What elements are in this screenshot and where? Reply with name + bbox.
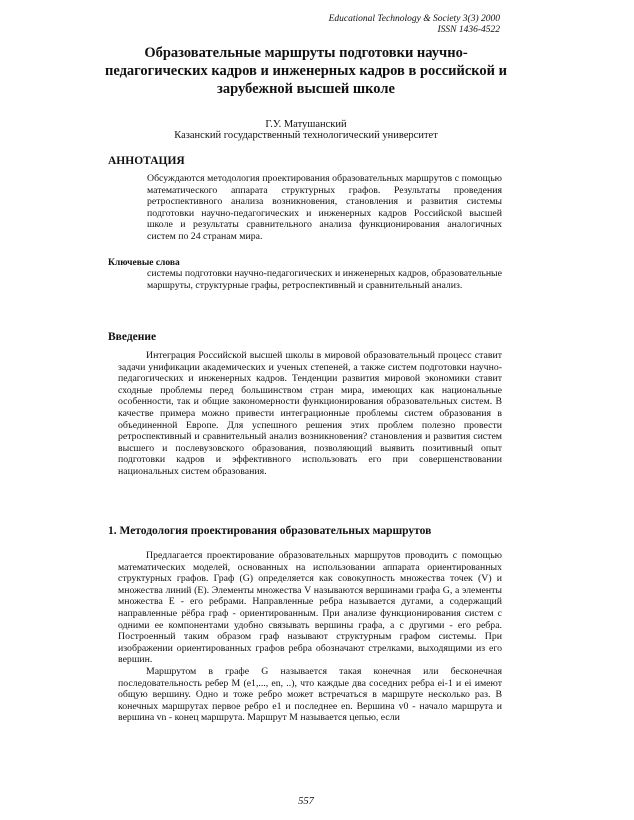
method-paragraph-1: Предлагается проектирование образовательных маршрутов проводить с помощью математических моделей, основанных на использовании аппарата ориентированных структурных графов. Граф (G) определяется как совокупность множества точек (V) и множества линий (E). Элементы множества V называются вершинами графа G, а элементы множества E - его ребрами. Направленные ребра называется дугами, а содержащий направленные рёбра граф - ориентированным. При анализе функционирования систем с одними ее компонентами удобно связывать вершины графа, а с другими - его ребра. Построенный таким образом граф называют структурным графом системы. При изображении ориентированных графов ребра обозначают стрелками, выходящими из его вершин. bbox=[118, 550, 502, 666]
page-number: 557 bbox=[298, 796, 314, 807]
abstract-text: Обсуждаются методология проектирования образовательных маршрутов с помощью математического аппарата структурных графов. Результаты проведения ретроспективного анализа возникновения, становления и развития системы подготовки научно-педагогических и инженерных кадров Российской высшей школе и результаты сравнительного анализа функционирования аналогичных систем по 24 странам мира. bbox=[147, 173, 502, 242]
paper-title: Образовательные маршруты подготовки научно-педагогических кадров и инженерных кадров в российской и зарубежной высшей школе bbox=[104, 45, 508, 97]
method-paragraph-2: Маршрутом в графе G называется такая конечная или бесконечная последовательность ребер М (е1,..., еn, ..), что каждые два соседних ребра еi-1 и еi имеют общую вершину. Одно и тоже ребро может встречаться в маршруте несколько раз. В конечных маршрутах первое ребро е1 и последнее еn. Вершина v0 - начало маршрута и вершина vn - конец маршрута. Маршрут М называется цепью, если bbox=[118, 665, 502, 724]
journal-header bbox=[329, 14, 500, 36]
keywords-text: системы подготовки научно-педагогических и инженерных кадров, образовательные маршруты, структурные графы, ретроспективный и сравнительный анализ. bbox=[147, 268, 502, 291]
author-name: Г.У. Матушанский bbox=[265, 119, 347, 130]
intro-paragraph: Интеграция Российской высшей школы в мировой образовательный процесс ставит задачи унификации академических и ученых степеней, а также систем подготовки научно-педагогических и инженерных кадров. Тенденции развития мировой экономики ставит сходные проблемы перед большинством стран мира, имеющих как национальные особенности, так и общие закономерности функционирования образовательных систем. В качестве примера можно привести интеграционные проблемы систем образования в объединенной Европе. Для успешного решения этих проблем полезно провести ретроспективный и сравнительный анализ возникновения? становления и развития систем высшего и послевузовского образования, позволяющий выявить позитивный опыт подготовки кадров и эффективного использовать его при совершенствовании национальных систем образования. bbox=[118, 350, 502, 477]
journal-name: Educational Technology & Society 3(3) 2000 bbox=[328, 14, 500, 24]
abstract-heading: АННОТАЦИЯ bbox=[108, 155, 185, 167]
intro-section bbox=[118, 350, 502, 478]
keywords-heading: Ключевые слова bbox=[108, 258, 180, 268]
method-section bbox=[118, 550, 502, 724]
intro-heading: Введение bbox=[108, 331, 157, 343]
issn: ISSN 1436-4522 bbox=[437, 25, 500, 35]
method-heading: 1. Методология проектирования образовательных маршрутов bbox=[108, 525, 432, 537]
author-affiliation: Казанский государственный технологический университет bbox=[174, 130, 438, 141]
